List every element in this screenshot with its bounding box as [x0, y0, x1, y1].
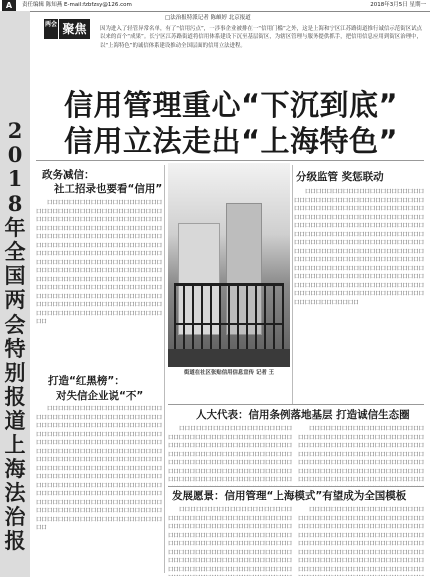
news-photo — [168, 163, 290, 367]
section-title-npc: 人大代表：信用条例落地基层 打造诚信生态圈 — [196, 409, 410, 421]
filler-text: 口口口口口口口口口口口口口口口口口口口口口口口口口口口口口口口口口口口口口口口口口口口口口口口口口口口口口口口口口口口口口口口口口口口口口口口口口口口口口口口口口口口口口口口口口口口口口口口口口口口口口口口口口口口口口口口口口口口口口口口口口口口口口口口口口口口口口口口口口口口口口口口口口口口口口口口口口口口口口口口口口口口口口口口口口口口口口口口口口口口口口口口口口口口口口口口口口口口口口口口口口口口口口口口口口口口口口口口口口口口口口口口口口口口口口口口口口口口口口口口口口口口口口口口口口口口口口口口口口口口口口口口口口口口口口口口口口口口口口口口口口口口口口口口口口口口口口口口口口口口口口口口口口口口口口口口口口口口口口口口口口口 — [36, 406, 162, 531]
column-rule — [164, 165, 165, 573]
filler-text: 口口口口口口口口口口口口口口口口口口口口口口口口口口口口口口口口口口口口口口口口口口口口口口口口口口口口口口口口口口口口口口口口口口口口口口口口口口口口口口口口口口口口口口口口口口口口口口口口口口口口口口口口口口口口口口口口口口口口口口口口口口口口口口口口口口口口口口口口口口口口口口口口口口口口口口口口口口口口口口口 — [298, 426, 424, 483]
lead-paragraph: 因为进入了轻管异常名单，有了“信用污点”，一涉事企业被排在一“信用门槛”之外，这是上海和宁区江苏路街道推行诚信示范街区试点以来的首个“成果”。长宁区江苏路街道将信用体系建设下沉至基层街区，为辖区管理与服务提供抓手，把信用信息应用到街区治理中，以“上海特色”的诚信体系建设推动全国层面的信用立法进程。 — [100, 26, 422, 49]
divider — [36, 160, 424, 161]
body-text-npc — [168, 425, 292, 487]
page-header — [0, 0, 430, 12]
side-banner — [0, 11, 30, 577]
column-badge-big: 聚焦 — [59, 19, 90, 39]
section-letter: A — [2, 0, 16, 11]
section-title-blacklist: 打造“红黑榜”： — [48, 375, 125, 387]
headline-line-2: 信用立法走出“上海特色” — [63, 124, 399, 158]
body-text-model — [168, 506, 292, 576]
filler-text: 口口口口口口口口口口口口口口口口口口口口口口口口口口口口口口口口口口口口口口口口口口口口口口口口口口口口口口口口口口口口口口口口口口口口口口口口口口口口口口口口口口口口口口口口口口口口口口口口口口口口口口口口口口口口口口口口口口口口口口口口口口口口口口口口口口口口口口口口口口口口口口口口口口口口口口口口口口口口口口 — [168, 426, 292, 483]
filler-text: 口口口口口口口口口口口口口口口口口口口口口口口口口口口口口口口口口口口口口口口口口口口口口口口口口口口口口口口口口口口口口口口口口口口口口口口口口口口口口口口口口口口口口口口口口口口口口口口口口口口口口口口口口口口口口口口口口口口口口口口口口口口口口口口口口口口口口口口口口口口口口口口口口口口口口口口口口口口口口口口口口口口口口口口口口口口口口口口口口口口口口口 — [298, 507, 424, 573]
body-text-gov — [36, 199, 162, 367]
byline: □法治报特派记者 陈頔婷 北京报道 — [165, 15, 251, 21]
section-title-regulation: 分级监管 奖惩联动 — [296, 171, 384, 183]
body-text-model-2 — [298, 506, 424, 576]
editor-line: 责任编辑 陈知燕 E-mail:fzbfzsy@126.com — [22, 2, 132, 8]
side-banner-title: 2018年全国两会特别报道 — [4, 118, 26, 434]
column-rule — [292, 165, 293, 405]
column-badge-small: 两会 — [44, 19, 58, 39]
section-title-model: 发展愿景：信用管理“上海模式”有望成为全国模板 — [172, 490, 407, 502]
side-banner-paper-name: 上海法治报 — [4, 432, 26, 553]
filler-text: 口口口口口口口口口口口口口口口口口口口口口口口口口口口口口口口口口口口口口口口口口口口口口口口口口口口口口口口口口口口口口口口口口口口口口口口口口口口口口口口口口口口口口口口口口口口口口口口口口口口口口口口口口口口口口口口口口口口口口口口口口口口口口口口口口口口口口口口口口口口口口口口口口口口口口口口口口口口口口口口口口口口口口口口口口口口口口口口口口口口口口口口口口口口口口口口口口口口口口口口口口口口口口口口口口口口口口口口口口口口口口口口口口口口口口口口口口口口口口口口口口口口口口口口口口口口口口口口口口口口口口口口口口口口口口口口口口口口口口口口口口口口口口口口口口口口口口口口口口口口口口口口口口口口口口口口口口口口口口口口口口口 — [294, 189, 424, 306]
section-subtitle-blacklist: 对失信企业说“不” — [56, 390, 144, 402]
divider — [168, 404, 424, 405]
main-headline — [36, 87, 426, 159]
headline-line-1: 信用管理重心“下沉到底” — [63, 88, 399, 122]
body-text-blacklist — [36, 405, 162, 575]
body-text-npc-2 — [298, 425, 424, 487]
column-badge — [44, 19, 90, 39]
body-text-regulation — [294, 188, 424, 406]
date-line: 2018年3月5日 星期一 — [370, 2, 426, 8]
section-subtitle-gov: 社工招录也要看“信用” — [54, 183, 163, 195]
photo-caption: 街道在社区张贴信用信息宣传 记者 王 — [183, 370, 274, 376]
photo-ground — [168, 349, 290, 367]
divider — [168, 486, 424, 487]
section-title-gov: 政务减信： — [42, 169, 95, 181]
filler-text: 口口口口口口口口口口口口口口口口口口口口口口口口口口口口口口口口口口口口口口口口口口口口口口口口口口口口口口口口口口口口口口口口口口口口口口口口口口口口口口口口口口口口口口口口口口口口口口口口口口口口口口口口口口口口口口口口口口口口口口口口口口口口口口口口口口口口口口口口口口口口口口口口口口口口口口口口口口口口口口口口口口口口口口口口口口口口口口口口口口口口口口口口口口口口口口口口口口口口口口口口口口口口口口口口口口口口口口口口口口口口口口口口口口口口口口口口口口口口口口口口口口口口口口口口口口口口口口口口口口口口口口口口口口口口口口口口口口口口口口口口口口口口口口口口口口口口口口口口口口口口口口口口口口口口口口口口口口口口口口口口口口 — [36, 200, 162, 325]
filler-text: 口口口口口口口口口口口口口口口口口口口口口口口口口口口口口口口口口口口口口口口口口口口口口口口口口口口口口口口口口口口口口口口口口口口口口口口口口口口口口口口口口口口口口口口口口口口口口口口口口口口口口口口口口口口口口口口口口口口口口口口口口口口口口口口口口口口口口口口口口口口口口口口口口口口口口口口口口口口口口口口口口口口口口口口口口口口口口口口口口口口口口 — [168, 507, 292, 573]
